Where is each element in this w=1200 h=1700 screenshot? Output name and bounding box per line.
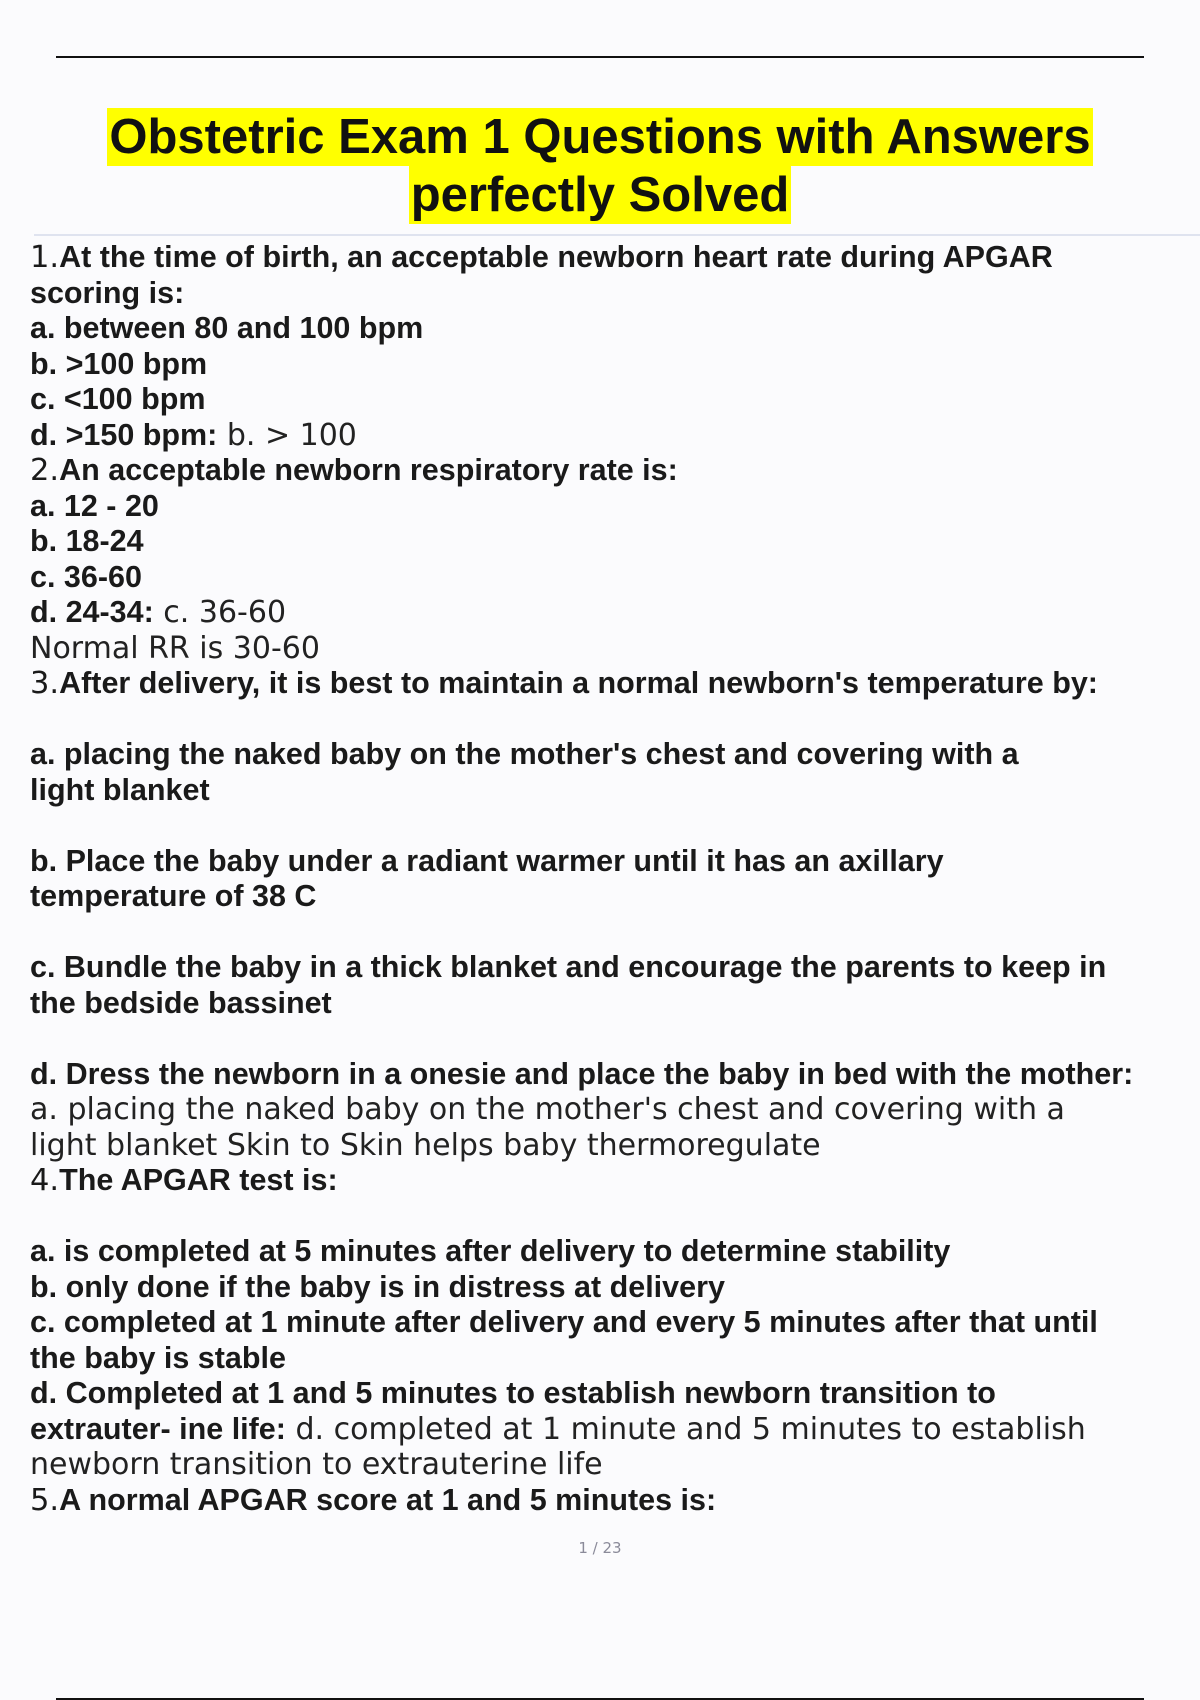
- option-cont: temperature of 38 C: [30, 879, 317, 913]
- option-cont: light blanket: [30, 772, 210, 807]
- question-text-cont: scoring is:: [30, 275, 185, 310]
- page-indicator: 1 / 23: [578, 1539, 622, 1557]
- question-text: A normal APGAR score at 1 and 5 minutes is:: [59, 1482, 717, 1517]
- question-3: 3.After delivery, it is best to maintain a normal newborn's temperature by:: [30, 666, 1098, 701]
- answer-text: d. completed at 1 minute and 5 minutes to establish: [285, 1411, 1086, 1447]
- option: a. between 80 and 100 bpm: [30, 311, 424, 345]
- question-2: 2.An acceptable newborn respiratory rate is:: [30, 453, 678, 488]
- answer-text-cont: light blanket Skin to Skin helps baby thermoregulate: [30, 1127, 821, 1163]
- answer-text-cont: newborn transition to extrauterine life: [30, 1447, 603, 1482]
- question-4: 4.The APGAR test is:: [30, 1163, 338, 1198]
- question-list: [30, 240, 1190, 1518]
- title-divider: [34, 234, 1200, 236]
- option: a. placing the naked baby on the mother's chest and covering with a: [30, 737, 1019, 771]
- question-text: At the time of birth, an acceptable newborn heart rate during APGAR: [59, 240, 1053, 274]
- title-line-2: perfectly Solved: [410, 168, 790, 222]
- option: a. 12 - 20: [30, 488, 159, 523]
- header-rule: [56, 56, 1144, 58]
- answer-text: b. > 100: [217, 417, 357, 453]
- question-1: 1.At the time of birth, an acceptable newborn heart rate during APGAR: [30, 240, 1053, 275]
- option-with-answer: extrauter- ine life: d. completed at 1 minute and 5 minutes to establish: [30, 1411, 1086, 1447]
- option: d. Dress the newborn in a onesie and place the baby in bed with the mother:: [30, 1056, 1134, 1091]
- option: c. <100 bpm: [30, 382, 206, 416]
- option: d. Completed at 1 and 5 minutes to establish newborn transition to: [30, 1376, 996, 1410]
- document-title: [0, 108, 1200, 224]
- option-cont: the baby is stable: [30, 1340, 286, 1375]
- option: a. is completed at 5 minutes after delivery to determine stability: [30, 1234, 951, 1268]
- option: c. completed at 1 minute after delivery and every 5 minutes after that until: [30, 1305, 1098, 1339]
- question-text: After delivery, it is best to maintain a normal newborn's temperature by:: [59, 666, 1098, 700]
- option: b. only done if the baby is in distress at delivery: [30, 1269, 725, 1304]
- option-cont: the bedside bassinet: [30, 985, 332, 1020]
- option: b. Place the baby under a radiant warmer until it has an axillary: [30, 843, 944, 878]
- question-5: 5.A normal APGAR score at 1 and 5 minutes is:: [30, 1482, 717, 1518]
- option-with-answer: d. 24-34: c. 36-60: [30, 595, 287, 630]
- option: b. 18-24: [30, 524, 144, 558]
- answer-note: Normal RR is 30-60: [30, 630, 320, 666]
- answer-text: a. placing the naked baby on the mother's chest and covering with a: [30, 1092, 1065, 1127]
- option: b. >100 bpm: [30, 346, 208, 381]
- option: c. Bundle the baby in a thick blanket and encourage the parents to keep in: [30, 950, 1107, 984]
- option: c. 36-60: [30, 559, 142, 594]
- question-text: An acceptable newborn respiratory rate is:: [59, 453, 678, 487]
- answer-text: c. 36-60: [153, 595, 287, 630]
- title-line-1: Obstetric Exam 1 Questions with Answers: [109, 110, 1091, 164]
- option-with-answer: d. >150 bpm: b. > 100: [30, 417, 357, 453]
- question-text: The APGAR test is:: [59, 1163, 338, 1197]
